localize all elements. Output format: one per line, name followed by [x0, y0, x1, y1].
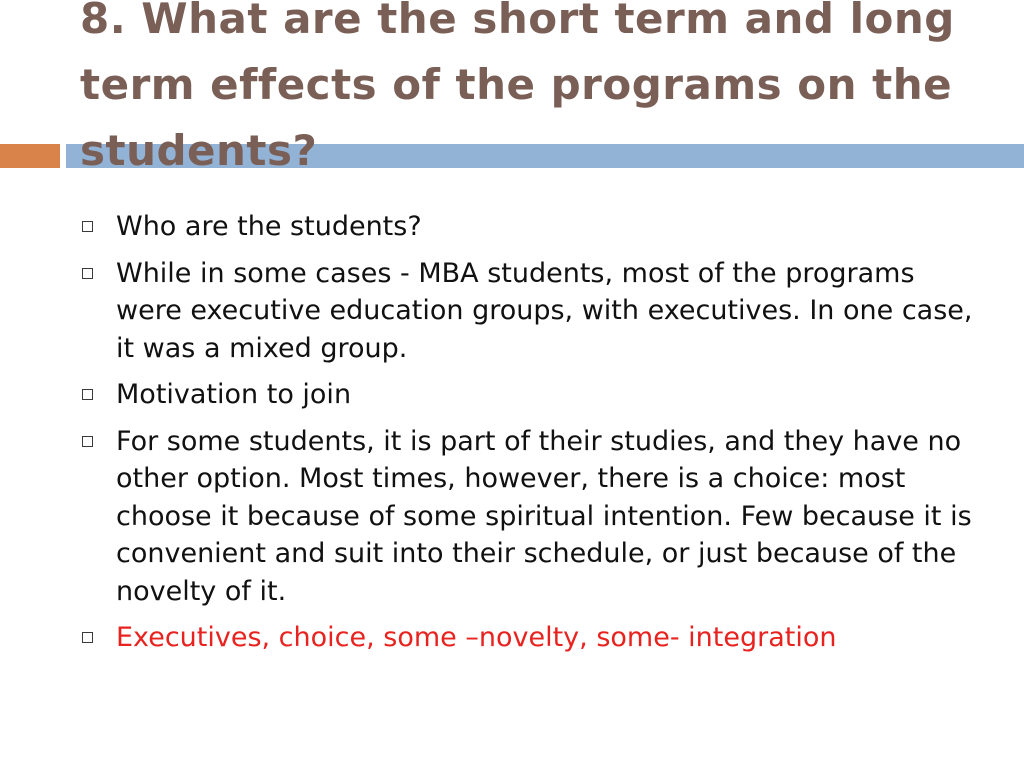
accent-bar-orange: [0, 144, 60, 168]
square-bullet-icon: [82, 221, 93, 232]
bullet-item: [78, 423, 978, 611]
bullet-text: While in some cases - MBA students, most of the programs were executive education groups, with executives. In one case, it was a mixed group.: [116, 257, 973, 364]
bullet-item: [78, 208, 978, 246]
bullet-text: For some students, it is part of their studies, and they have no other option. Most times, however, there is a choice: most choose it because of some spiritual intention. Few because it is convenient and suit into their schedule, or just because of the novelty of it.: [116, 425, 972, 607]
bullet-item: [78, 255, 978, 368]
bullet-list: [78, 208, 978, 666]
bullet-text: Motivation to join: [116, 379, 352, 410]
square-bullet-icon: [82, 389, 93, 400]
bullet-item: [78, 376, 978, 414]
square-bullet-icon: [82, 268, 93, 279]
bullet-text: Who are the students?: [116, 211, 422, 242]
bullet-text: Executives, choice, some –novelty, some- integration: [116, 622, 837, 653]
square-bullet-icon: [82, 436, 93, 447]
square-bullet-icon: [82, 632, 93, 643]
bullet-item-highlight: [78, 619, 978, 657]
slide-title: 8. What are the short term and long term effects of the programs on the students?: [80, 0, 955, 175]
